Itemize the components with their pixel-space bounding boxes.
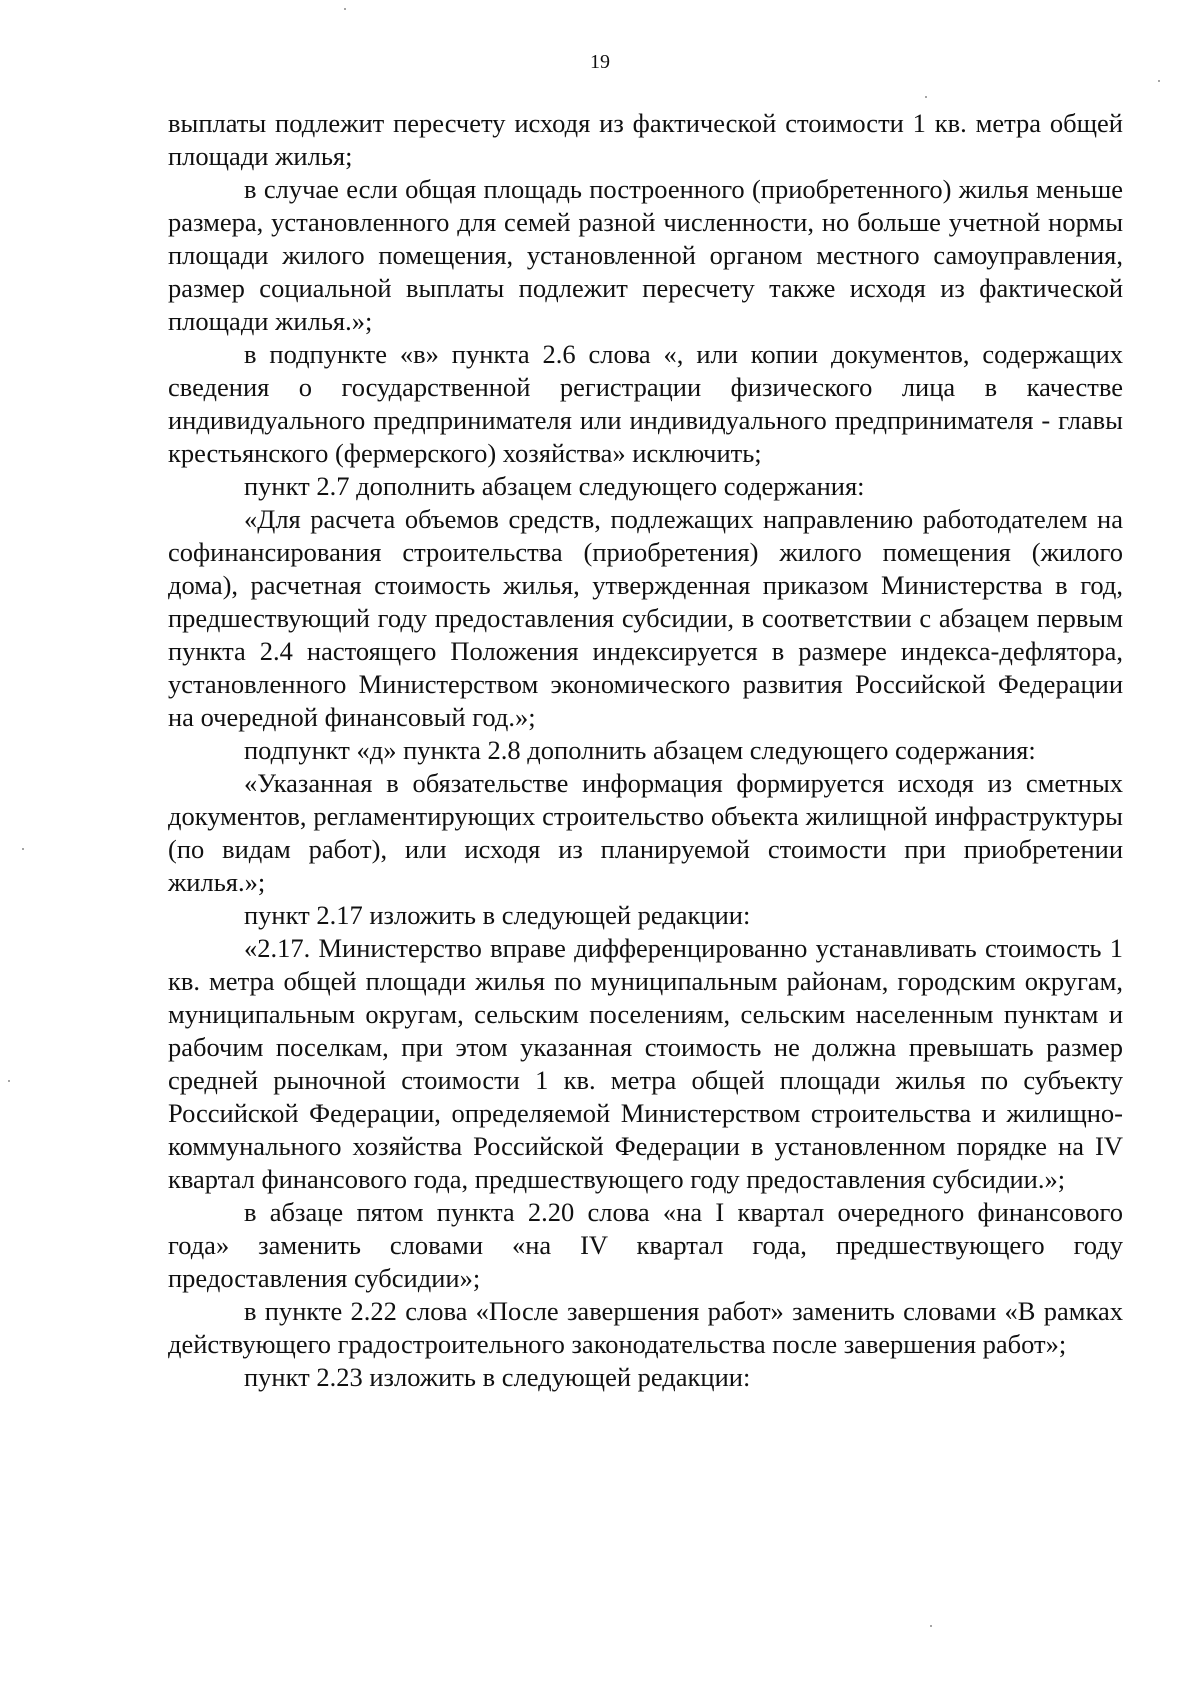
scan-speck (1158, 80, 1160, 82)
paragraph: «2.17. Министерство вправе дифференцированно устанавливать стоимость 1 кв. метра общей площади жилья по муниципальным районам, городским округам, муниципальным округам, сельским поселениям, сельским населенным пунктам и рабочим поселкам, при этом указанная стоимость не должна превышать размер средней рыночной стоимости 1 кв. метра общей площади жилья по субъекту Российской Федерации, определяемой Министерством строительства и жилищно-коммунального хозяйства Российской Федерации в установленном порядке на IV квартал финансового года, предшествующего году предоставления субсидии.»; (168, 933, 1123, 1194)
paragraph: подпункт «д» пункта 2.8 дополнить абзацем следующего содержания: (244, 735, 1036, 765)
paragraph: в подпункте «в» пункта 2.6 слова «, или копии документов, содержащих сведения о государственной регистрации физического лица в качестве индивидуального предпринимателя или индивидуального предпринимателя - главы крестьянского (фермерского) хозяйства» исключить; (168, 339, 1123, 468)
scan-speck (8, 1080, 10, 1082)
paragraph: пункт 2.23 изложить в следующей редакции: (244, 1362, 751, 1392)
scan-speck (344, 8, 346, 10)
paragraph: в пункте 2.22 слова «После завершения работ» заменить словами «В рамках действующего градостроительного законодательства после завершения работ»; (168, 1296, 1123, 1359)
page-number: 19 (590, 51, 610, 73)
paragraph: пункт 2.17 изложить в следующей редакции: (244, 900, 751, 930)
paragraph: «Указанная в обязательстве информация формируется исходя из сметных документов, регламентирующих строительство объекта жилищной инфраструктуры (по видам работ), или исходя из планируемой стоимости при приобретении жилья.»; (168, 768, 1123, 897)
document-body (168, 107, 1123, 1394)
paragraph: пункт 2.7 дополнить абзацем следующего содержания: (244, 471, 865, 501)
scan-speck (925, 96, 927, 98)
paragraph: в абзаце пятом пункта 2.20 слова «на I квартал очередного финансового года» заменить словами «на IV квартал года, предшествующего году предоставления субсидии»; (168, 1197, 1123, 1293)
scan-speck (930, 1625, 932, 1627)
paragraph: выплаты подлежит пересчету исходя из фактической стоимости 1 кв. метра общей площади жилья; (168, 108, 1123, 171)
paragraph: в случае если общая площадь построенного (приобретенного) жилья меньше размера, установленного для семей разной численности, но больше учетной нормы площади жилого помещения, установленной органом местного самоуправления, размер социальной выплаты подлежит пересчету также исходя из фактической площади жилья.»; (168, 174, 1123, 336)
scan-speck (22, 848, 24, 850)
paragraph: «Для расчета объемов средств, подлежащих направлению работодателем на софинансирования строительства (приобретения) жилого помещения (жилого дома), расчетная стоимость жилья, утвержденная приказом Министерства в год, предшествующий году предоставления субсидии, в соответствии с абзацем первым пункта 2.4 настоящего Положения индексируется в размере индекса-дефлятора, установленного Министерством экономического развития Российской Федерации на очередной финансовый год.»; (168, 504, 1123, 732)
